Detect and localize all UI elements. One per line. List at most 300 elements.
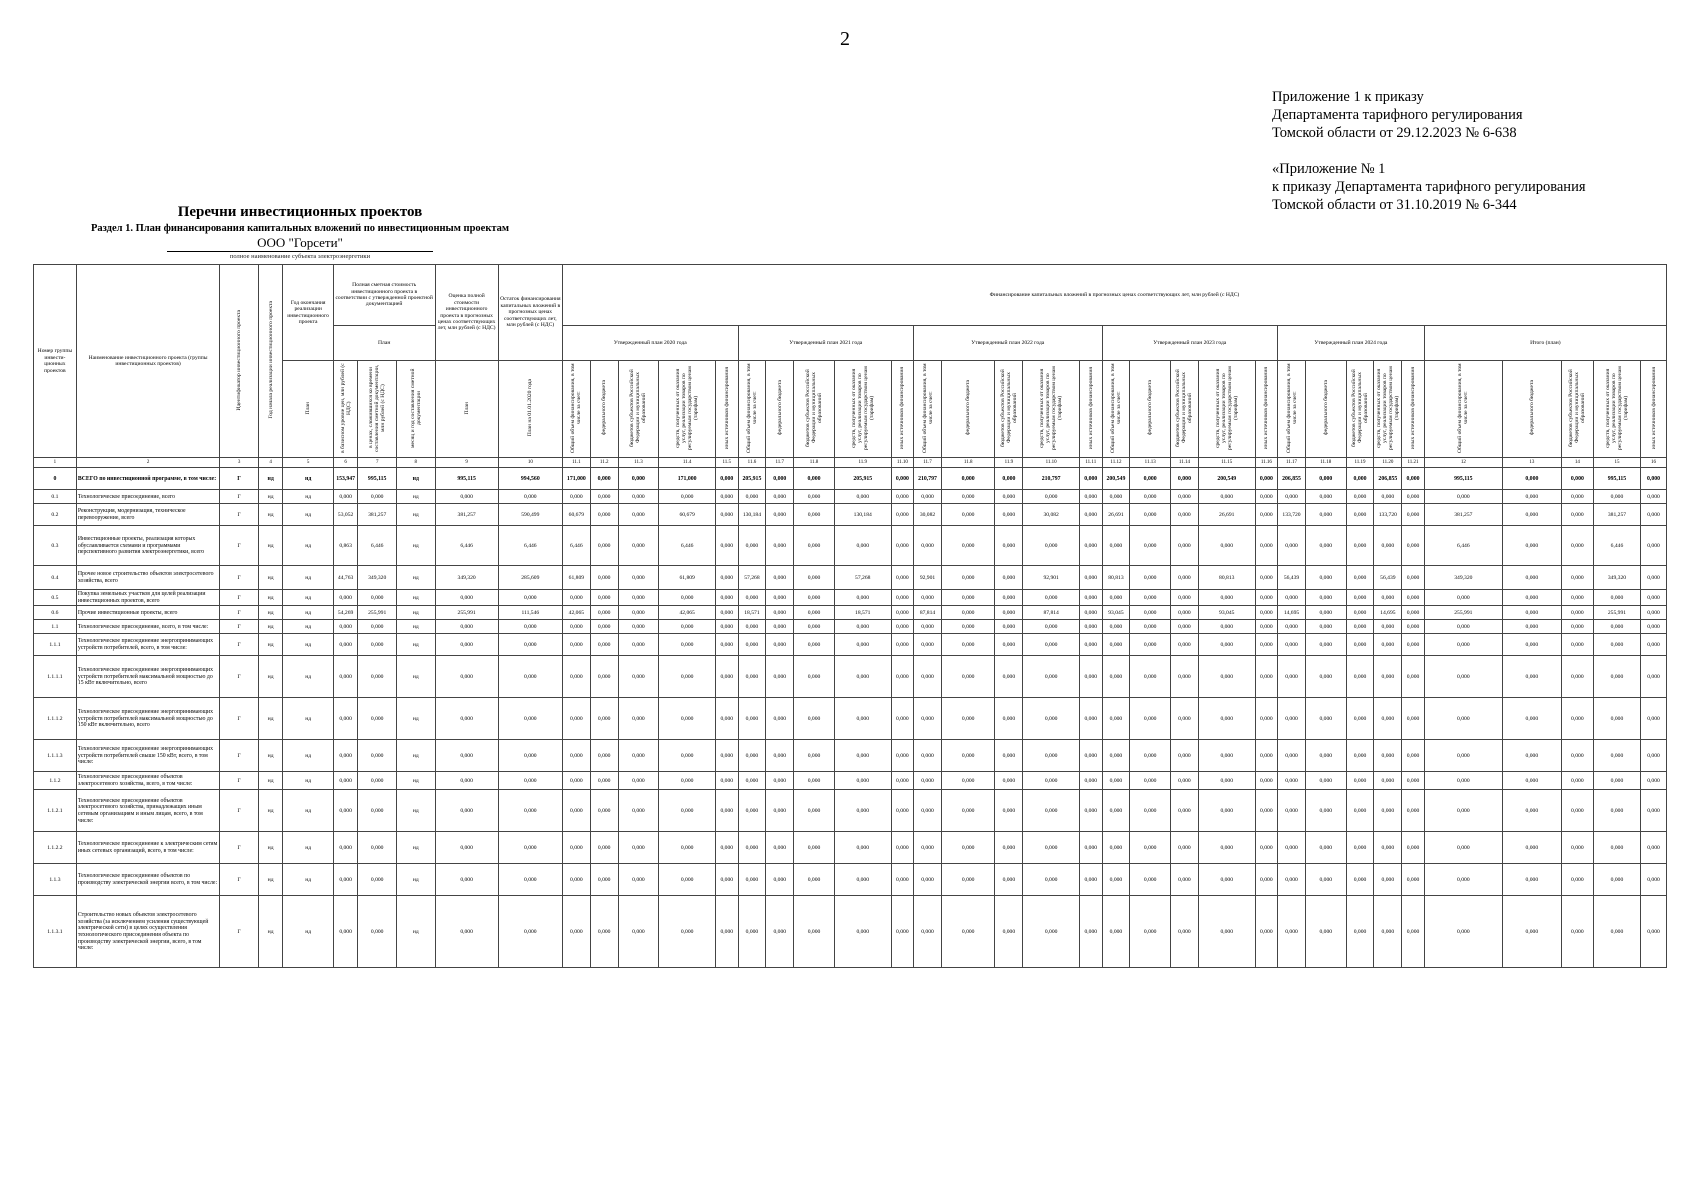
organization-name: ООО "Горсети" — [167, 235, 433, 252]
row-value: 0,000 — [1171, 864, 1199, 896]
row-remaining: 590,499 — [498, 504, 562, 526]
row-value: 0,000 — [1198, 740, 1255, 772]
row-value: 0,000 — [941, 526, 995, 566]
row-value: 0,000 — [995, 504, 1023, 526]
row-value: 0,000 — [995, 740, 1023, 772]
row-value: 0,000 — [1402, 698, 1424, 740]
row-value: 0,000 — [1641, 504, 1667, 526]
row-value: 0,000 — [659, 590, 716, 606]
row-value: 0,000 — [716, 490, 738, 504]
row-name: Технологическое присоединение энергопринимающих устройств потребителей максимальной мощностью до 150 кВт включительно, всего — [76, 698, 219, 740]
row-base-cost: 53,052 — [333, 504, 358, 526]
row-value: 0,000 — [1198, 526, 1255, 566]
row-value: 0,000 — [716, 606, 738, 620]
row-value: 0,000 — [1346, 656, 1374, 698]
row-value: 0,000 — [1023, 790, 1080, 832]
row-value: 0,000 — [1130, 772, 1171, 790]
row-remaining: 0,000 — [498, 490, 562, 504]
column-number: 11.19 — [1346, 458, 1374, 468]
row-value: 0,000 — [1641, 620, 1667, 634]
row-estimate-date: нд — [396, 620, 435, 634]
row-value: 0,000 — [1102, 656, 1130, 698]
row-estimate-date: нд — [396, 526, 435, 566]
row-value: 0,000 — [1305, 698, 1346, 740]
row-value: 80,813 — [1102, 566, 1130, 590]
row-value: 0,000 — [1080, 490, 1102, 504]
row-value: 0,000 — [1402, 590, 1424, 606]
row-value: 0,000 — [794, 620, 835, 634]
row-id: Г — [220, 468, 259, 490]
row-number: 0.1 — [34, 490, 77, 504]
row-value: 0,000 — [1502, 490, 1561, 504]
row-estimate-date: нд — [396, 468, 435, 490]
header-source-0-2: бюджетов субъектов Российской Федерации и муниципальных образований — [629, 369, 648, 447]
row-value: 0,000 — [1080, 864, 1102, 896]
row-value: 0,000 — [738, 656, 766, 698]
table-row — [34, 772, 1667, 790]
row-value: 0,000 — [766, 634, 794, 656]
table-row — [34, 832, 1667, 864]
row-number: 1.1.1.1 — [34, 656, 77, 698]
row-value: 0,000 — [659, 490, 716, 504]
row-value: 0,000 — [659, 740, 716, 772]
row-value: 0,000 — [738, 790, 766, 832]
row-value: 0,000 — [1130, 490, 1171, 504]
row-value: 26,691 — [1198, 504, 1255, 526]
row-value: 0,000 — [618, 634, 659, 656]
column-number: 11.7 — [766, 458, 794, 468]
row-estimate-date: нд — [396, 504, 435, 526]
row-value: 92,901 — [914, 566, 942, 590]
row-value: 0,000 — [562, 832, 590, 864]
row-value: 0,000 — [1561, 832, 1593, 864]
row-estimated-total: 0,000 — [435, 590, 498, 606]
row-value: 0,000 — [1130, 698, 1171, 740]
row-value: 0,000 — [1346, 864, 1374, 896]
row-value: 0,000 — [1198, 896, 1255, 968]
row-value: 0,000 — [1346, 698, 1374, 740]
row-value: 130,184 — [738, 504, 766, 526]
row-value: 0,000 — [1130, 468, 1171, 490]
row-end-year: нд — [283, 832, 333, 864]
row-value: 0,000 — [1171, 634, 1199, 656]
row-value: 0,000 — [1305, 740, 1346, 772]
row-value: 0,000 — [941, 864, 995, 896]
appendix-line: Приложение 1 к приказу — [1272, 89, 1424, 105]
row-name: Прочее новое строительство объектов электросетевого хозяйства, всего — [76, 566, 219, 590]
header-source-3-4: иных источников финансирования — [1263, 366, 1270, 450]
row-estimated-total: 0,000 — [435, 634, 498, 656]
row-value: 0,000 — [659, 832, 716, 864]
header-source-3-3: средств, полученных от оказания услуг, реализации товаров по регулируемым государством ценам (тарифам) — [1214, 366, 1239, 450]
row-start-year: нд — [258, 698, 283, 740]
row-value: 0,000 — [1502, 590, 1561, 606]
row-value: 0,000 — [659, 896, 716, 968]
row-value: 0,000 — [794, 590, 835, 606]
row-start-year: нд — [258, 590, 283, 606]
row-value: 0,000 — [716, 504, 738, 526]
row-value: 0,000 — [659, 772, 716, 790]
header-plan-col9: План — [463, 401, 470, 415]
row-value: 0,000 — [1255, 490, 1277, 504]
header-source-0-3: средств, полученных от оказания услуг, реализации товаров по регулируемым государством ценам (тарифам) — [675, 366, 700, 450]
row-end-year: нд — [283, 606, 333, 620]
appendix-line: Томской области от 31.10.2019 № 6-344 — [1272, 197, 1517, 213]
row-name: Строительство новых объектов электросетевого хозяйства (за исключением усиления существующей электрической сети) в целях осуществления технологического присоединения объекта по производству электрической энергии, всего, в том числе: — [76, 896, 219, 968]
row-value: 0,000 — [618, 790, 659, 832]
row-value: 0,000 — [1346, 832, 1374, 864]
row-value: 0,000 — [1593, 772, 1640, 790]
row-value: 0,000 — [618, 656, 659, 698]
row-remaining: 0,000 — [498, 864, 562, 896]
row-value: 0,000 — [1402, 634, 1424, 656]
row-value: 0,000 — [738, 590, 766, 606]
row-value: 0,000 — [891, 740, 913, 772]
row-start-year: нд — [258, 490, 283, 504]
row-value: 0,000 — [1255, 504, 1277, 526]
appendix-line: к приказу Департамента тарифного регулирования — [1272, 179, 1586, 195]
row-id: Г — [220, 490, 259, 504]
appendix-reference — [1272, 88, 1586, 214]
header-year-2024: Утвержденный план 2024 года — [1278, 326, 1425, 361]
row-value: 0,000 — [738, 832, 766, 864]
row-number: 0.2 — [34, 504, 77, 526]
row-value: 0,000 — [1561, 468, 1593, 490]
row-value: 0,000 — [891, 832, 913, 864]
row-value: 0,000 — [618, 740, 659, 772]
row-value: 0,000 — [1374, 526, 1402, 566]
row-value: 0,000 — [1502, 864, 1561, 896]
row-value: 0,000 — [995, 634, 1023, 656]
row-name: Покупка земельных участков для целей реализации инвестиционных проектов, всего — [76, 590, 219, 606]
row-end-year: нд — [283, 656, 333, 698]
row-value: 0,000 — [1641, 656, 1667, 698]
row-value: 206,855 — [1278, 468, 1306, 490]
row-value: 210,797 — [1023, 468, 1080, 490]
column-number: 11.3 — [618, 458, 659, 468]
header-estimate-prices: в ценах, сложившихся ко времени составления сметной документации, млн рублей (с НДС) — [368, 364, 387, 452]
organization-caption: полное наименование субъекта электроэнергетики — [229, 253, 371, 260]
row-id: Г — [220, 504, 259, 526]
row-end-year: нд — [283, 698, 333, 740]
row-start-year: нд — [258, 634, 283, 656]
row-value: 0,000 — [1402, 656, 1424, 698]
row-estimate-date: нд — [396, 634, 435, 656]
row-value: 0,000 — [1641, 590, 1667, 606]
row-value: 0,000 — [1171, 740, 1199, 772]
row-value: 0,000 — [766, 896, 794, 968]
row-value: 0,000 — [1561, 490, 1593, 504]
row-value: 0,000 — [1402, 490, 1424, 504]
row-value: 0,000 — [716, 656, 738, 698]
column-number: 6 — [333, 458, 358, 468]
row-number: 1.1 — [34, 620, 77, 634]
row-value: 0,000 — [1346, 740, 1374, 772]
investment-table — [33, 264, 1667, 968]
row-value: 0,000 — [562, 740, 590, 772]
row-value: 0,000 — [1402, 606, 1424, 620]
row-number: 1.1.2 — [34, 772, 77, 790]
header-source-1-1: федерального бюджета — [776, 380, 783, 436]
row-value: 0,000 — [1278, 864, 1306, 896]
row-value: 0,000 — [941, 740, 995, 772]
row-value: 0,000 — [562, 698, 590, 740]
row-value: 0,000 — [1023, 656, 1080, 698]
column-number: 16 — [1641, 458, 1667, 468]
row-value: 0,000 — [891, 634, 913, 656]
row-value: 0,000 — [716, 634, 738, 656]
row-id: Г — [220, 634, 259, 656]
row-value: 0,000 — [1561, 896, 1593, 968]
row-id: Г — [220, 896, 259, 968]
row-value: 0,000 — [1023, 864, 1080, 896]
row-value: 0,000 — [716, 790, 738, 832]
row-value: 93,045 — [1198, 606, 1255, 620]
row-value: 0,000 — [1346, 606, 1374, 620]
row-value: 57,268 — [834, 566, 891, 590]
row-value: 0,000 — [1593, 490, 1640, 504]
row-value: 0,000 — [891, 590, 913, 606]
row-value: 61,809 — [659, 566, 716, 590]
row-value: 0,000 — [716, 468, 738, 490]
column-number: 11.13 — [1130, 458, 1171, 468]
row-start-year: нд — [258, 620, 283, 634]
row-value: 0,000 — [1593, 790, 1640, 832]
row-value: 0,000 — [1255, 566, 1277, 590]
row-value: 42,065 — [659, 606, 716, 620]
row-value: 0,000 — [1346, 634, 1374, 656]
header-year-2022: Утвержденный план 2022 года — [914, 326, 1102, 361]
row-start-year: нд — [258, 790, 283, 832]
row-value: 0,000 — [1080, 590, 1102, 606]
header-total: Итого (план) — [1424, 326, 1666, 361]
header-source-2-0: Общий объем финансирования, в том числе за счет: — [921, 363, 934, 453]
row-value: 0,000 — [1080, 698, 1102, 740]
row-value: 0,000 — [618, 698, 659, 740]
row-value: 0,000 — [941, 468, 995, 490]
row-value: 0,000 — [1255, 620, 1277, 634]
row-value: 0,000 — [618, 468, 659, 490]
row-end-year: нд — [283, 790, 333, 832]
row-value: 60,679 — [659, 504, 716, 526]
row-base-cost: 0,000 — [333, 656, 358, 698]
row-value: 0,000 — [618, 526, 659, 566]
row-value: 0,000 — [995, 590, 1023, 606]
row-value: 0,000 — [834, 620, 891, 634]
row-estimate-date: нд — [396, 566, 435, 590]
row-value: 0,000 — [1171, 620, 1199, 634]
row-number: 1.1.3 — [34, 864, 77, 896]
row-end-year: нд — [283, 896, 333, 968]
column-number: 9 — [435, 458, 498, 468]
row-value: 0,000 — [834, 634, 891, 656]
row-value: 0,000 — [941, 896, 995, 968]
row-value: 0,000 — [590, 656, 618, 698]
row-value: 0,000 — [1402, 526, 1424, 566]
row-value: 0,000 — [1502, 698, 1561, 740]
row-value: 42,065 — [562, 606, 590, 620]
row-number: 1.1.3.1 — [34, 896, 77, 968]
row-value: 0,000 — [914, 740, 942, 772]
row-value: 0,000 — [995, 864, 1023, 896]
row-value: 0,000 — [995, 790, 1023, 832]
row-name: Технологическое присоединение объектов по производству электрической энергии всего, в том числе: — [76, 864, 219, 896]
row-value: 56,439 — [1374, 566, 1402, 590]
row-value: 0,000 — [562, 490, 590, 504]
row-name: Технологическое присоединение объектов электросетевого хозяйства, всего, в том числе: — [76, 772, 219, 790]
row-value: 0,000 — [995, 832, 1023, 864]
row-estimate-date: нд — [396, 590, 435, 606]
row-value: 0,000 — [562, 620, 590, 634]
row-name: Инвестиционные проекты, реализация которых обуславливается схемами и программами перспективного развития электроэнергетики, всего — [76, 526, 219, 566]
row-value: 0,000 — [1080, 504, 1102, 526]
row-value: 0,000 — [1502, 504, 1561, 526]
row-value: 0,000 — [834, 698, 891, 740]
row-value: 0,000 — [1346, 790, 1374, 832]
row-value: 0,000 — [738, 490, 766, 504]
row-value: 0,000 — [1278, 590, 1306, 606]
row-value: 0,000 — [590, 896, 618, 968]
row-value: 0,000 — [1424, 864, 1502, 896]
row-value: 0,000 — [1171, 504, 1199, 526]
row-id: Г — [220, 590, 259, 606]
row-value: 0,000 — [1255, 656, 1277, 698]
row-value: 0,000 — [590, 790, 618, 832]
row-value: 200,549 — [1198, 468, 1255, 490]
row-value: 0,000 — [1502, 566, 1561, 590]
row-number: 0 — [34, 468, 77, 490]
row-value: 0,000 — [1102, 772, 1130, 790]
column-number: 11.16 — [1255, 458, 1277, 468]
row-id: Г — [220, 606, 259, 620]
row-value: 0,000 — [1305, 468, 1346, 490]
row-value: 0,000 — [1641, 698, 1667, 740]
row-value: 0,000 — [1255, 606, 1277, 620]
row-value: 0,000 — [716, 832, 738, 864]
row-value: 0,000 — [1402, 468, 1424, 490]
row-value: 995,115 — [1593, 468, 1640, 490]
row-value: 0,000 — [1130, 606, 1171, 620]
column-number: 11.10 — [891, 458, 913, 468]
header-financing: Финансирование капитальных вложений в прогнозных ценах соответствующих лет, млн рублей (с НДС) — [562, 265, 1666, 326]
row-start-year: нд — [258, 606, 283, 620]
row-value: 133,720 — [1374, 504, 1402, 526]
row-value: 0,000 — [1255, 864, 1277, 896]
row-value: 0,000 — [1502, 606, 1561, 620]
row-value: 0,000 — [1561, 526, 1593, 566]
row-value: 0,000 — [891, 606, 913, 620]
row-value: 0,000 — [1130, 620, 1171, 634]
row-value: 0,000 — [618, 504, 659, 526]
header-project-name: Наименование инвестиционного проекта (группы инвестиционных проектов) — [76, 265, 219, 458]
row-remaining: 0,000 — [498, 590, 562, 606]
column-number: 11.10 — [1023, 458, 1080, 468]
row-value: 0,000 — [891, 864, 913, 896]
row-estimate-cost: 0,000 — [358, 772, 397, 790]
row-value: 0,000 — [914, 656, 942, 698]
header-full-cost: Полная сметная стоимость инвестиционного проекта в соответствии с утвержденной проектной документацией — [333, 265, 435, 326]
row-value: 0,000 — [1502, 656, 1561, 698]
row-value: 171,000 — [562, 468, 590, 490]
row-value: 0,000 — [914, 790, 942, 832]
row-estimate-cost: 0,000 — [358, 698, 397, 740]
document-title: Перечни инвестиционных проектов — [177, 204, 423, 220]
row-value: 0,000 — [834, 864, 891, 896]
table-row — [34, 468, 1667, 490]
row-estimated-total: 995,115 — [435, 468, 498, 490]
row-value: 0,000 — [1255, 634, 1277, 656]
row-value: 0,000 — [766, 566, 794, 590]
row-base-cost: 0,000 — [333, 772, 358, 790]
row-value: 0,000 — [590, 468, 618, 490]
row-value: 0,000 — [766, 468, 794, 490]
row-value: 0,000 — [1305, 490, 1346, 504]
row-value: 0,000 — [1130, 832, 1171, 864]
row-value: 0,000 — [1130, 566, 1171, 590]
row-value: 0,000 — [1561, 772, 1593, 790]
row-value: 0,000 — [891, 896, 913, 968]
column-number: 3 — [220, 458, 259, 468]
row-value: 205,915 — [834, 468, 891, 490]
row-name: Технологическое присоединение энергопринимающих устройств потребителей свыше 150 кВт, всего, в том числе: — [76, 740, 219, 772]
row-value: 0,000 — [794, 790, 835, 832]
row-value: 0,000 — [1305, 656, 1346, 698]
row-value: 0,000 — [1641, 896, 1667, 968]
row-value: 0,000 — [659, 790, 716, 832]
row-estimate-cost: 0,000 — [358, 634, 397, 656]
column-number: 15 — [1593, 458, 1640, 468]
row-value: 0,000 — [1255, 790, 1277, 832]
row-value: 0,000 — [1424, 656, 1502, 698]
row-value: 0,000 — [1346, 896, 1374, 968]
row-value: 0,000 — [914, 896, 942, 968]
row-value: 0,000 — [1593, 896, 1640, 968]
row-value: 0,000 — [1502, 790, 1561, 832]
row-number: 1.1.1 — [34, 634, 77, 656]
row-value: 0,000 — [1278, 896, 1306, 968]
row-value: 0,000 — [1561, 864, 1593, 896]
row-name: Прочие инвестиционные проекты, всего — [76, 606, 219, 620]
row-value: 0,000 — [914, 620, 942, 634]
row-value: 0,000 — [716, 896, 738, 968]
header-source-0-4: иных источников финансирования — [723, 366, 730, 450]
row-value: 0,000 — [1424, 490, 1502, 504]
row-value: 0,000 — [834, 772, 891, 790]
row-remaining: 0,000 — [498, 656, 562, 698]
row-value: 0,000 — [738, 740, 766, 772]
row-value: 0,000 — [1198, 864, 1255, 896]
row-value: 0,000 — [618, 490, 659, 504]
row-value: 0,000 — [1641, 864, 1667, 896]
row-value: 0,000 — [914, 526, 942, 566]
table-row — [34, 740, 1667, 772]
row-end-year: нд — [283, 634, 333, 656]
row-value: 0,000 — [1130, 656, 1171, 698]
row-value: 255,991 — [1424, 606, 1502, 620]
row-start-year: нд — [258, 740, 283, 772]
row-value: 0,000 — [834, 490, 891, 504]
row-remaining: 994,560 — [498, 468, 562, 490]
row-value: 0,000 — [1255, 468, 1277, 490]
row-value: 0,000 — [1198, 656, 1255, 698]
row-value: 0,000 — [1346, 590, 1374, 606]
row-value: 0,000 — [891, 566, 913, 590]
row-value: 0,000 — [914, 698, 942, 740]
row-value: 0,000 — [1561, 566, 1593, 590]
header-source-2-4: иных источников финансирования — [1087, 366, 1094, 450]
row-value: 0,000 — [1255, 896, 1277, 968]
row-value: 0,000 — [1130, 526, 1171, 566]
